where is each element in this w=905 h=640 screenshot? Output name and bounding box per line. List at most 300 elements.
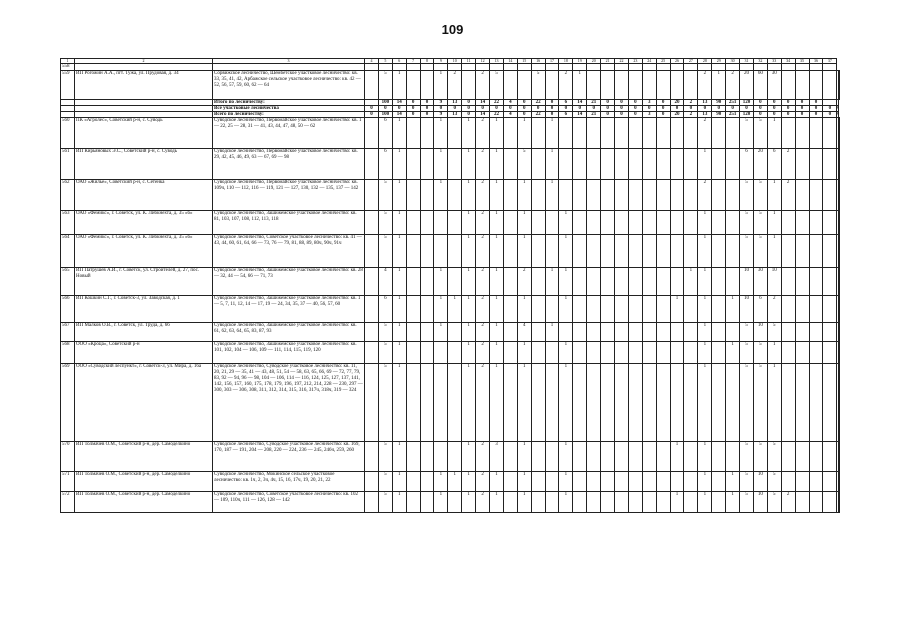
value-cell	[656, 342, 670, 364]
value-cell	[601, 180, 615, 211]
summary-value-cell: 0	[823, 112, 837, 118]
column-number-cell: 32	[753, 59, 767, 64]
value-cell	[587, 118, 601, 149]
column-number-cell: 10	[448, 59, 462, 64]
value-cell: 10	[753, 472, 767, 492]
summary-value-cell: 3	[642, 112, 656, 118]
value-cell	[587, 149, 601, 180]
value-cell: 10	[740, 268, 754, 296]
value-cell: 2	[698, 71, 712, 100]
value-cell: 1	[490, 235, 504, 268]
value-cell	[503, 118, 517, 149]
summary-value-cell: 14	[476, 112, 490, 118]
value-cell: 1	[490, 268, 504, 296]
value-cell: 1	[490, 118, 504, 149]
value-cell	[642, 442, 656, 472]
summary-value-cell: 20	[670, 100, 684, 106]
value-cell	[781, 342, 795, 364]
value-cell	[838, 364, 839, 442]
summary-value-cell: 0	[740, 106, 754, 112]
value-cell	[587, 296, 601, 323]
table-row	[61, 472, 840, 492]
value-cell: 1	[670, 296, 684, 323]
value-cell	[781, 472, 795, 492]
summary-value-cell: 0	[656, 106, 670, 112]
value-cell	[656, 235, 670, 268]
organization-name: ИП Толмачёв О.М., Советский р-н, дер. Самоделкино	[75, 442, 213, 472]
value-cell: 1	[517, 118, 531, 149]
column-number-cell: 25	[656, 59, 670, 64]
value-cell	[615, 472, 629, 492]
value-cell: 1	[698, 211, 712, 235]
value-cell: 1	[392, 472, 406, 492]
value-cell	[503, 323, 517, 342]
table-row	[61, 64, 840, 71]
value-cell: 1	[517, 442, 531, 472]
value-cell	[545, 71, 559, 100]
summary-value-cell: 4	[503, 112, 517, 118]
summary-value-cell: 251	[726, 100, 740, 106]
value-cell	[781, 211, 795, 235]
summary-value-cell: 0	[656, 100, 670, 106]
value-cell	[615, 211, 629, 235]
value-cell: 5	[753, 118, 767, 149]
value-cell: 1	[434, 323, 448, 342]
value-cell	[545, 442, 559, 472]
value-cell	[392, 64, 406, 71]
organization-name: ООО «Кроца», Советский р-н	[75, 342, 213, 364]
value-cell	[420, 442, 434, 472]
value-cell	[406, 235, 420, 268]
value-cell: 1	[698, 296, 712, 323]
value-cell	[587, 342, 601, 364]
column-number-cell: 33	[767, 59, 781, 64]
value-cell: 1	[767, 118, 781, 149]
summary-label: Итого по лесничеству:	[213, 100, 365, 106]
value-cell	[573, 64, 587, 71]
summary-value-cell: 22	[531, 112, 545, 118]
value-cell	[365, 118, 379, 149]
summary-value-cell: 0	[628, 106, 642, 112]
value-cell	[795, 71, 809, 100]
summary-value-cell: 90	[712, 100, 726, 106]
value-cell: 10	[767, 268, 781, 296]
value-cell: 1	[462, 180, 476, 211]
value-cell: 2	[698, 180, 712, 211]
column-number-cell: 16	[531, 59, 545, 64]
value-cell	[838, 149, 839, 180]
value-cell	[587, 235, 601, 268]
value-cell	[503, 268, 517, 296]
value-cell	[420, 296, 434, 323]
value-cell	[434, 64, 448, 71]
value-cell: 1	[392, 180, 406, 211]
summary-value-cell: 0	[809, 106, 823, 112]
value-cell: 2	[476, 118, 490, 149]
value-cell	[781, 323, 795, 342]
summary-value-cell: 0	[531, 106, 545, 112]
table-row	[61, 235, 840, 268]
summary-value-cell: 0	[503, 106, 517, 112]
value-cell	[601, 71, 615, 100]
column-number-cell: 23	[628, 59, 642, 64]
value-cell: 1	[490, 180, 504, 211]
value-cell	[545, 235, 559, 268]
value-cell	[712, 235, 726, 268]
value-cell	[684, 364, 698, 442]
value-cell	[823, 296, 837, 323]
value-cell	[531, 472, 545, 492]
value-cell	[406, 180, 420, 211]
value-cell	[838, 323, 839, 342]
value-cell	[628, 472, 642, 492]
value-cell	[656, 180, 670, 211]
value-cell	[642, 71, 656, 100]
value-cell	[795, 492, 809, 513]
value-cell	[712, 268, 726, 296]
value-cell	[587, 71, 601, 100]
value-cell	[573, 149, 587, 180]
value-cell: 5	[740, 364, 754, 442]
value-cell: 2	[476, 323, 490, 342]
value-cell: 5	[753, 180, 767, 211]
summary-value-cell: 0	[684, 106, 698, 112]
value-cell: 1	[392, 118, 406, 149]
summary-value-cell: 0	[809, 100, 823, 106]
value-cell	[601, 235, 615, 268]
value-cell	[628, 149, 642, 180]
value-cell	[726, 235, 740, 268]
value-cell	[448, 323, 462, 342]
value-cell	[531, 211, 545, 235]
summary-value-cell: 0	[392, 106, 406, 112]
summary-value-cell: 22	[490, 100, 504, 106]
summary-value-cell: 251	[726, 112, 740, 118]
value-cell	[684, 296, 698, 323]
summary-value-cell: 0	[809, 112, 823, 118]
value-cell: 1	[434, 149, 448, 180]
summary-value-cell: 0	[726, 106, 740, 112]
value-cell	[726, 64, 740, 71]
value-cell	[795, 472, 809, 492]
value-cell	[809, 342, 823, 364]
value-cell	[420, 235, 434, 268]
value-cell	[587, 442, 601, 472]
value-cell: 30	[767, 71, 781, 100]
value-cell	[767, 64, 781, 71]
organization-name: ПК «Агролес», Советский р-н, с. Суводь	[75, 118, 213, 149]
summary-value-cell: 0	[753, 100, 767, 106]
summary-value-cell: 6	[559, 100, 573, 106]
value-cell	[712, 180, 726, 211]
value-cell: 1	[448, 296, 462, 323]
value-cell	[503, 235, 517, 268]
value-cell: 2	[517, 268, 531, 296]
summary-value-cell: 0	[767, 100, 781, 106]
value-cell	[781, 71, 795, 100]
value-cell: 1	[559, 472, 573, 492]
value-cell	[448, 118, 462, 149]
value-cell	[712, 492, 726, 513]
value-cell	[531, 296, 545, 323]
value-cell	[823, 235, 837, 268]
value-cell: 6	[767, 149, 781, 180]
summary-value-cell: 0	[781, 106, 795, 112]
value-cell	[601, 149, 615, 180]
table-row	[61, 268, 840, 296]
value-cell	[365, 268, 379, 296]
value-cell: 1	[462, 149, 476, 180]
value-cell	[462, 71, 476, 100]
value-cell	[503, 64, 517, 71]
value-cell	[642, 323, 656, 342]
summary-value-cell: 0	[448, 106, 462, 112]
value-cell: 1	[490, 364, 504, 442]
value-cell	[670, 268, 684, 296]
value-cell	[823, 364, 837, 442]
value-cell	[795, 268, 809, 296]
value-cell	[838, 118, 839, 149]
value-cell: 2	[726, 71, 740, 100]
summary-value-cell: 6	[559, 112, 573, 118]
value-cell: 5	[740, 323, 754, 342]
value-cell: 1	[517, 364, 531, 442]
summary-value-cell: 21	[587, 100, 601, 106]
value-cell	[476, 64, 490, 71]
summary-value-cell: 0	[420, 112, 434, 118]
value-cell: 1	[490, 323, 504, 342]
value-cell: 2	[781, 180, 795, 211]
value-cell	[712, 442, 726, 472]
value-cell	[726, 268, 740, 296]
value-cell	[573, 364, 587, 442]
summary-value-cell: 0	[656, 112, 670, 118]
value-cell	[809, 118, 823, 149]
summary-label: Все участковые лесничества	[213, 106, 365, 112]
value-cell: 1	[434, 296, 448, 323]
value-cell	[670, 472, 684, 492]
summary-value-cell: 0	[601, 100, 615, 106]
value-cell: 5	[378, 364, 392, 442]
value-cell: 5	[378, 492, 392, 513]
value-cell: 2	[476, 149, 490, 180]
value-cell	[573, 211, 587, 235]
value-cell	[823, 323, 837, 342]
value-cell	[434, 442, 448, 472]
organization-name: ИП Толмачёв О.М., Советский р-н, дер. Самоделкино	[75, 492, 213, 513]
value-cell: 1	[545, 149, 559, 180]
value-cell: 1	[434, 71, 448, 100]
value-cell	[838, 211, 839, 235]
forest-district-description: Суводское лесничество, Первомайское участковое лесничество: кв. 29, 42, 45, 46, 49, 63 — 67, 69 — 98	[213, 149, 365, 180]
summary-value-cell: 100	[378, 100, 392, 106]
column-number-cell: 4	[365, 59, 379, 64]
value-cell	[434, 235, 448, 268]
value-cell	[545, 364, 559, 442]
value-cell	[809, 268, 823, 296]
value-cell	[406, 472, 420, 492]
value-cell	[656, 364, 670, 442]
table-row	[61, 364, 840, 442]
summary-value-cell: 22	[531, 100, 545, 106]
value-cell	[628, 442, 642, 472]
value-cell: 5	[740, 492, 754, 513]
value-cell	[420, 180, 434, 211]
value-cell: 1	[698, 442, 712, 472]
value-cell	[656, 64, 670, 71]
value-cell: 4	[517, 323, 531, 342]
value-cell	[365, 71, 379, 100]
value-cell	[809, 180, 823, 211]
column-number-cell: 26	[670, 59, 684, 64]
value-cell	[545, 296, 559, 323]
value-cell: 1	[726, 342, 740, 364]
value-cell	[531, 180, 545, 211]
value-cell	[365, 323, 379, 342]
value-cell: 1	[545, 118, 559, 149]
value-cell	[795, 180, 809, 211]
value-cell	[795, 211, 809, 235]
column-number-cell: 36	[809, 59, 823, 64]
value-cell	[656, 323, 670, 342]
value-cell	[587, 492, 601, 513]
value-cell: 6	[740, 149, 754, 180]
summary-value-cell: 0	[823, 106, 837, 112]
value-cell	[656, 71, 670, 100]
value-cell: 30	[753, 268, 767, 296]
value-cell: 60	[753, 71, 767, 100]
value-cell	[712, 64, 726, 71]
summary-value-cell: 14	[573, 112, 587, 118]
value-cell: 1	[462, 442, 476, 472]
forest-district-description: Суводское лесничество, Первомайское участковое лесничество: кв. 1 — 22, 25 — 28, 31 — 41, 43, 44, 47, 48, 50 — 62	[213, 118, 365, 149]
column-number-cell: 18	[559, 59, 573, 64]
value-cell: 1	[490, 492, 504, 513]
value-cell	[823, 211, 837, 235]
value-cell: 1	[698, 364, 712, 442]
value-cell: 6	[753, 296, 767, 323]
value-cell	[628, 364, 642, 442]
value-cell	[531, 342, 545, 364]
value-cell: 1	[392, 364, 406, 442]
organization-name: ИП Рогожин А.А., пгт. Тужа, ул. Прудовая, д. 34	[75, 71, 213, 100]
column-number-cell: 22	[615, 59, 629, 64]
summary-value-cell: 0	[517, 106, 531, 112]
row-number: 571	[61, 472, 75, 492]
value-cell	[656, 149, 670, 180]
column-number-cell: 31	[740, 59, 754, 64]
value-cell	[615, 149, 629, 180]
value-cell: 5	[378, 472, 392, 492]
summary-value-cell: 0	[781, 100, 795, 106]
value-cell: 5	[378, 180, 392, 211]
value-cell	[642, 492, 656, 513]
value-cell	[615, 323, 629, 342]
value-cell	[670, 180, 684, 211]
value-cell	[503, 71, 517, 100]
value-cell: 2	[476, 180, 490, 211]
summary-value-cell: 14	[476, 100, 490, 106]
value-cell	[698, 64, 712, 71]
value-cell	[601, 492, 615, 513]
value-cell	[838, 235, 839, 268]
value-cell	[642, 472, 656, 492]
value-cell: 1	[517, 492, 531, 513]
value-cell	[573, 492, 587, 513]
value-cell	[838, 180, 839, 211]
value-cell	[420, 364, 434, 442]
value-cell	[712, 149, 726, 180]
column-number-cell: 20	[587, 59, 601, 64]
value-cell	[365, 492, 379, 513]
value-cell: 5	[740, 211, 754, 235]
value-cell	[823, 64, 837, 71]
value-cell: 5	[517, 149, 531, 180]
value-cell: 1	[517, 296, 531, 323]
row-number: 558	[61, 64, 75, 71]
value-cell	[823, 442, 837, 472]
value-cell	[823, 180, 837, 211]
value-cell	[531, 323, 545, 342]
value-cell	[795, 296, 809, 323]
forest-district-description: Суводское лесничество, Мокинское сельское участковое лесничество: кв. 1ч, 2, 3ч, 4ч, 15, 16, 17ч, 19, 20, 21, 22	[213, 472, 365, 492]
value-cell	[740, 64, 754, 71]
value-cell	[420, 71, 434, 100]
value-cell	[573, 180, 587, 211]
value-cell	[823, 472, 837, 492]
value-cell	[601, 323, 615, 342]
summary-value-cell: 0	[628, 100, 642, 106]
value-cell	[420, 268, 434, 296]
value-cell	[642, 64, 656, 71]
value-cell	[420, 323, 434, 342]
value-cell	[406, 296, 420, 323]
value-cell: 2	[476, 472, 490, 492]
value-cell	[838, 296, 839, 323]
value-cell	[615, 118, 629, 149]
value-cell	[712, 296, 726, 323]
value-cell	[517, 71, 531, 100]
value-cell	[712, 364, 726, 442]
summary-value-cell: 4	[503, 100, 517, 106]
value-cell	[365, 364, 379, 442]
row-number: 570	[61, 442, 75, 472]
value-cell	[684, 71, 698, 100]
value-cell: 2	[476, 492, 490, 513]
value-cell	[406, 71, 420, 100]
value-cell: 1	[490, 342, 504, 364]
value-cell: 1	[392, 71, 406, 100]
value-cell	[642, 180, 656, 211]
value-cell: 5	[740, 472, 754, 492]
value-cell: 5	[378, 211, 392, 235]
value-cell	[809, 296, 823, 323]
value-cell	[434, 364, 448, 442]
value-cell	[726, 323, 740, 342]
value-cell	[684, 442, 698, 472]
summary-value-cell: 120	[740, 112, 754, 118]
value-cell	[448, 180, 462, 211]
summary-value-cell: 0	[795, 112, 809, 118]
forest-district-description: Суводское лесничество, Зашижемское участковое лесничество: кв. 61, 62, 63, 64, 65, 83, 87, 93	[213, 323, 365, 342]
value-cell	[573, 342, 587, 364]
value-cell	[670, 149, 684, 180]
summary-value-cell: 0	[490, 106, 504, 112]
value-cell	[684, 472, 698, 492]
value-cell: 1	[434, 268, 448, 296]
summary-value-cell: 0	[628, 112, 642, 118]
value-cell: 1	[392, 268, 406, 296]
